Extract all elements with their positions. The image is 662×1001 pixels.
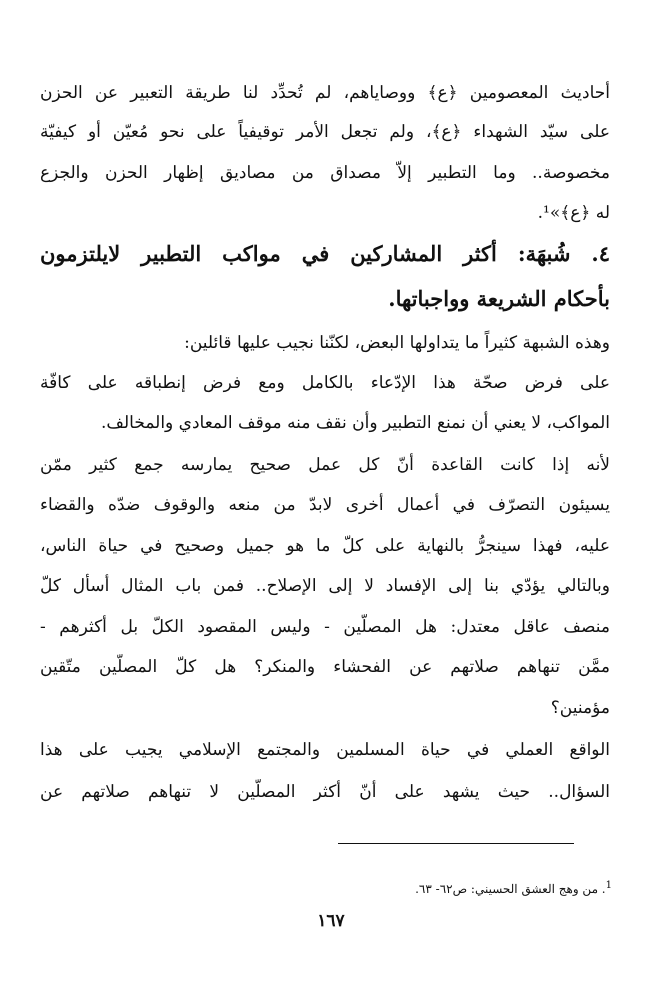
text-line: منصف عاقل معتدل: هل المصلّين - وليس المقصود الكلّ بل أكثرهم -	[40, 617, 610, 637]
text-line: المواكب، لا يعني أن نمنع التطبير وأن نقف منه موقف المعادي والمخالف.	[100, 413, 610, 433]
text-line: وهذه الشبهة كثيراً ما يتداولها البعض، لكنّنا نجيب عليها قائلين:	[184, 333, 610, 353]
text-line: يسيئون التصرّف في أعمال أخرى لابدّ من منعه والوقوف ضدّه والقضاء	[40, 495, 610, 515]
footnote	[200, 878, 612, 897]
text-line: عليه، فهذا سينجرُّ بالنهاية على كلّ ما هو جميل وصحيح في حياة الناس،	[40, 536, 610, 556]
footnote-marker: 1	[605, 880, 612, 891]
text-line: وبالتالي يؤدّي بنا إلى الإفساد لا إلى الإصلاح.. فمن باب المثال أسأل كلّ	[40, 576, 610, 596]
text-line: على فرض صحّة هذا الإدّعاء بالكامل ومع فرض إنطباقه على كافّة	[40, 373, 610, 393]
text-line: مخصوصة.. وما التطبير إلاّ مصداق من مصاديق إظهار الحزن والجزع	[40, 163, 610, 183]
text-line: السؤال.. حيث يشهد على أنّ أكثر المصلّين لا تنهاهم صلاتهم عن	[40, 782, 610, 802]
text-line: لأنه إذا كانت القاعدة أنّ كل عمل صحيح يمارسه جمع كثير ممّن	[40, 455, 610, 475]
text-line: مؤمنين؟	[550, 698, 610, 718]
text-line: ممَّن تنهاهم صلاتهم عن الفحشاء والمنكر؟ هل كلّ المصلّين متّقين	[40, 657, 610, 677]
page-number: ١٦٧	[317, 911, 345, 931]
text-line: أحاديث المعصومين ﴿ع﴾ ووصاياهم، لم تُحدِّد لنا طريقة التعبير عن الحزن	[40, 83, 610, 103]
footnote-text: . من وهج العشق الحسيني: ص٦٢- ٦٣.	[415, 882, 606, 896]
text-line: الواقع العملي في حياة المسلمين والمجتمع الإسلامي يجيب على هذا	[40, 740, 610, 760]
text-line: له ﴿ع﴾»¹.	[537, 203, 610, 223]
text-line: على سيّد الشهداء ﴿ع﴾، ولم تجعل الأمر توقيفياً على نحو مُعيّن أو كيفيّة	[40, 122, 610, 142]
footnote-separator	[338, 843, 574, 844]
section-heading-line: بأحكام الشريعة وواجباتها.	[388, 286, 610, 311]
section-heading-line: ٤. شُبهَة: أكثر المشاركين في مواكب التطبير لايلتزمون	[40, 241, 610, 266]
